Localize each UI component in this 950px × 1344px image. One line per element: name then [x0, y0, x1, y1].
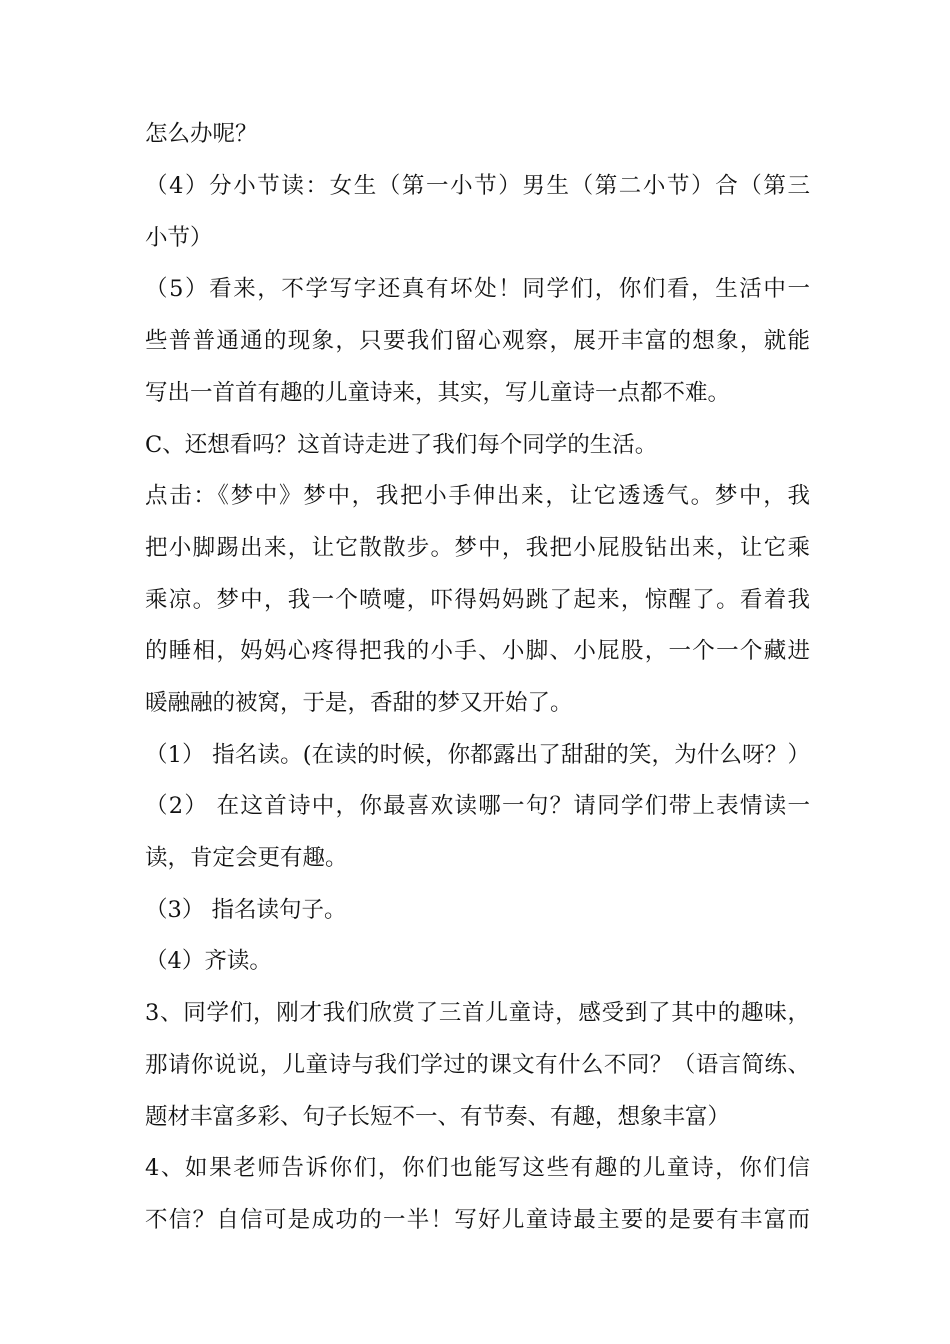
text-line: 读，肯定会更有趣。	[145, 845, 348, 871]
text-line: 点击：《梦中》梦中，我把小手伸出来，让它透透气。梦中，我	[145, 483, 810, 509]
text-line: 把小脚踢出来，让它散散步。梦中，我把小屁股钻出来，让它乘	[145, 535, 810, 561]
text-line: 小节）	[145, 225, 213, 251]
text-line: （4）分小节读：女生（第一小节）男生（第二小节）合（第三	[145, 173, 810, 199]
text-line: （5）看来，不学写字还真有坏处！同学们，你们看，生活中一	[145, 276, 810, 302]
text-line: （1） 指名读。(在读的时候，你都露出了甜甜的笑，为什么呀？）	[145, 742, 810, 768]
text-line: 怎么办呢？	[145, 121, 258, 147]
text-line: 乘凉。梦中，我一个喷嚏，吓得妈妈跳了起来，惊醒了。看着我	[145, 587, 810, 613]
text-line: 写出一首首有趣的儿童诗来，其实，写儿童诗一点都不难。	[145, 380, 731, 406]
text-line: 那请你说说，儿童诗与我们学过的课文有什么不同？（语言简练、	[145, 1052, 810, 1078]
text-line: 不信？自信可是成功的一半！写好儿童诗最主要的是要有丰富而	[145, 1207, 810, 1233]
text-line: （4）齐读。	[145, 948, 272, 974]
text-line: C、还想看吗？这首诗走进了我们每个同学的生活。	[145, 432, 658, 458]
text-line: 的睡相，妈妈心疼得把我的小手、小脚、小屁股，一个一个藏进	[145, 638, 810, 664]
text-line: 3、同学们，刚才我们欣赏了三首儿童诗，感受到了其中的趣味，	[145, 1000, 810, 1026]
text-line: 4、如果老师告诉你们，你们也能写这些有趣的儿童诗，你们信	[145, 1155, 810, 1181]
text-line: （2） 在这首诗中，你最喜欢读哪一句？请同学们带上表情读一	[145, 793, 810, 819]
text-line: 题材丰富多彩、句子长短不一、有节奏、有趣，想象丰富）	[145, 1104, 731, 1130]
text-line: 些普普通通的现象，只要我们留心观察，展开丰富的想象，就能	[145, 328, 810, 354]
text-line: （3） 指名读句子。	[145, 897, 347, 923]
text-line: 暖融融的被窝，于是，香甜的梦又开始了。	[145, 690, 573, 716]
